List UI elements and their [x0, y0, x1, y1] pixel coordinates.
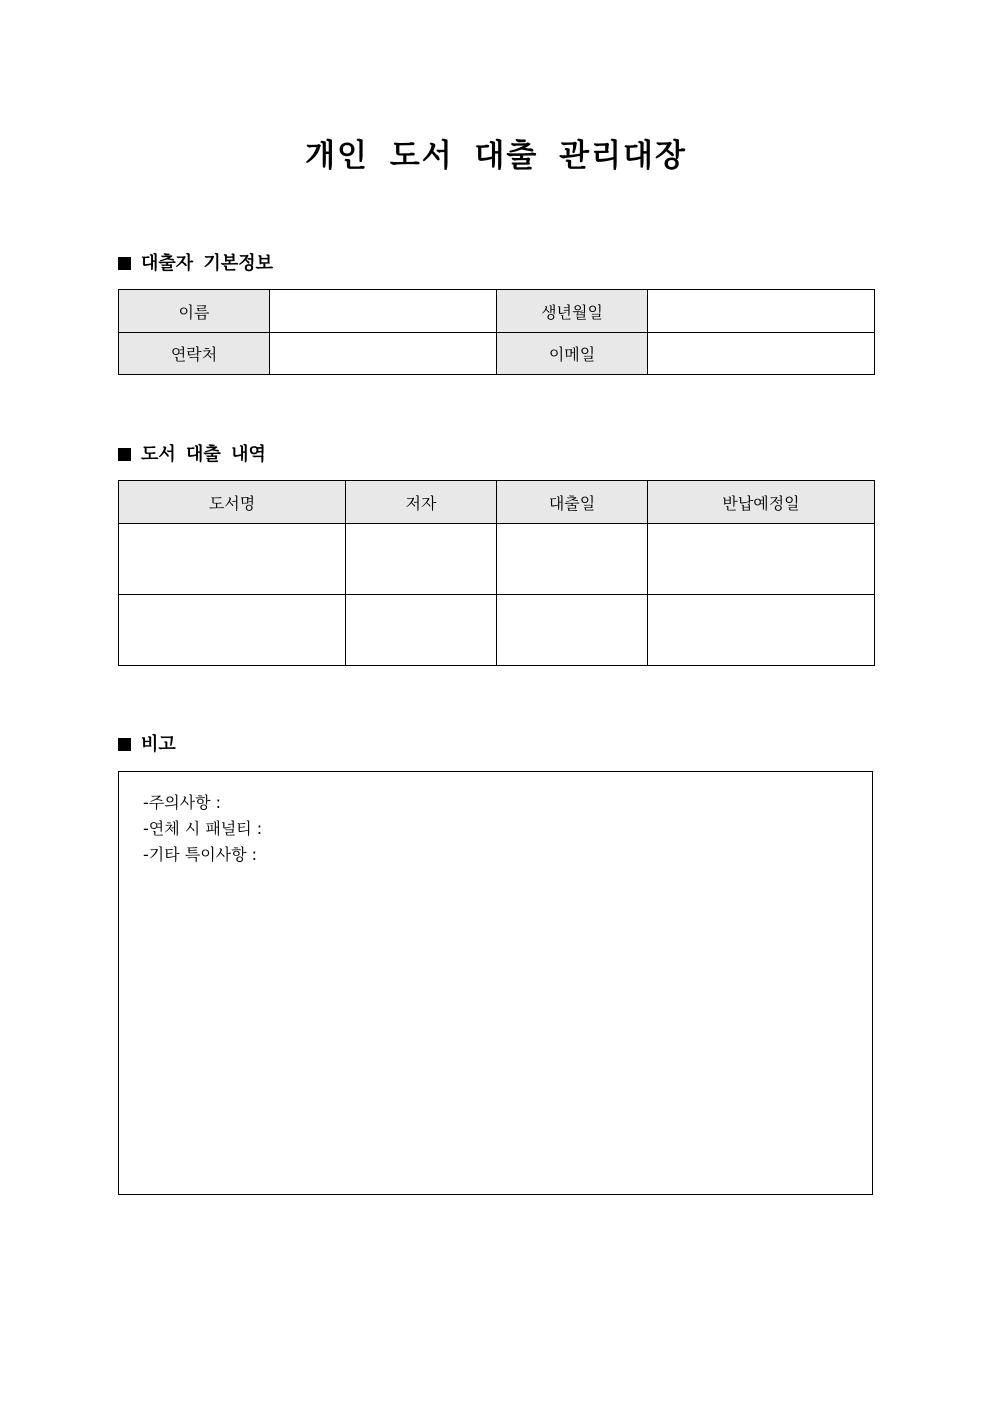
note-other-remarks: -기타 특이사항 : — [143, 845, 258, 864]
due-date-cell[interactable] — [648, 524, 875, 595]
borrower-row — [119, 333, 875, 375]
book-title-cell[interactable] — [119, 595, 346, 666]
birthdate-label: 생년월일 — [497, 290, 648, 333]
square-bullet-icon — [118, 738, 131, 751]
section-heading-borrower-text: 대출자 기본정보 — [141, 253, 273, 274]
section-heading-notes-text: 비고 — [141, 734, 176, 755]
book-title-cell[interactable] — [119, 524, 346, 595]
column-header-loan-date: 대출일 — [497, 481, 648, 524]
note-caution: -주의사항 : — [143, 793, 222, 812]
table-row — [119, 524, 875, 595]
section-heading-loans-text: 도서 대출 내역 — [141, 444, 266, 465]
loan-history-table — [118, 480, 875, 666]
borrower-row — [119, 290, 875, 333]
document-title: 개인 도서 대출 관리대장 — [305, 138, 687, 174]
contact-label: 연락처 — [119, 333, 270, 375]
author-cell[interactable] — [346, 524, 497, 595]
birthdate-field[interactable] — [648, 290, 875, 333]
square-bullet-icon — [118, 257, 131, 270]
notes-box[interactable] — [118, 771, 873, 1195]
loan-header-row — [119, 481, 875, 524]
note-overdue-penalty: -연체 시 패널티 : — [143, 819, 263, 838]
column-header-book-title: 도서명 — [119, 481, 346, 524]
email-field[interactable] — [648, 333, 875, 375]
email-label: 이메일 — [497, 333, 648, 375]
name-label: 이름 — [119, 290, 270, 333]
column-header-author: 저자 — [346, 481, 497, 524]
author-cell[interactable] — [346, 595, 497, 666]
section-heading-loans — [118, 442, 266, 468]
loan-date-cell[interactable] — [497, 524, 648, 595]
due-date-cell[interactable] — [648, 595, 875, 666]
name-field[interactable] — [270, 290, 497, 333]
loan-date-cell[interactable] — [497, 595, 648, 666]
section-heading-notes — [118, 732, 176, 758]
borrower-info-table — [118, 289, 875, 375]
column-header-due-date: 반납예정일 — [648, 481, 875, 524]
section-heading-borrower — [118, 251, 273, 277]
table-row — [119, 595, 875, 666]
square-bullet-icon — [118, 448, 131, 461]
contact-field[interactable] — [270, 333, 497, 375]
